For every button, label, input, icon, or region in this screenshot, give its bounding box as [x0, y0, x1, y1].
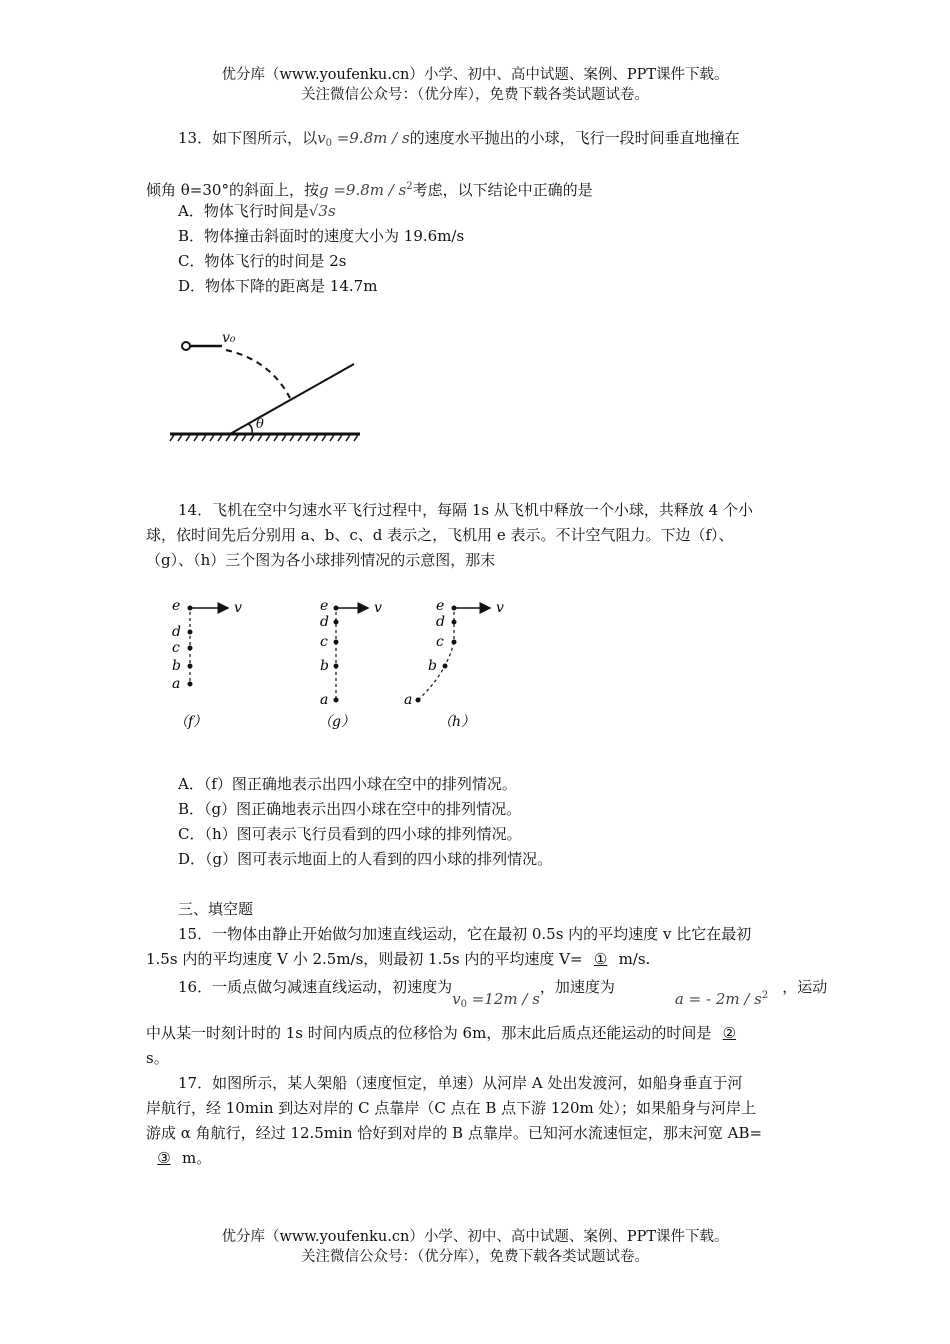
fig13-ball: [182, 342, 190, 350]
header-line-1: 优分库（www.youfenku.cn）小学、初中、高中试题、案例、PPT课件下载。: [221, 67, 729, 83]
fig14-f-e-label: e: [172, 598, 181, 614]
fig14-h-ball-a: [416, 698, 421, 703]
q14-option-d: D．（g）图可表示地面上的人看到的四小球的排列情况。: [178, 850, 553, 868]
fig14-h-d-label: d: [436, 614, 445, 630]
fig14-g-b-label: b: [320, 658, 329, 674]
q13-option-a-math: √3s: [308, 202, 336, 220]
fig14-h-ball-d: [452, 620, 457, 625]
q14-stem-line-1: 14．飞机在空中匀速水平飞行过程中，每隔 1s 从飞机中释放一个小球，共释放 4 个小: [178, 501, 753, 519]
q16-line-1: 16．一质点做匀减速直线运动，初速度为$v_0 =12m / s$，加速度为a = - $2m / s^2$ ，运动: [178, 972, 842, 1005]
fig14-f-ball-c: [188, 646, 193, 651]
q15-blank: ①: [593, 950, 608, 968]
fig13-ground-hatch: [170, 435, 358, 441]
q16-line-2: 中从某一时刻计时的 1s 时间内质点的位移恰为 6m，那末此后质点还能运动的时间是 ②: [146, 1021, 810, 1045]
fig14-f-plane: [188, 606, 193, 611]
fig14-g-plane: [334, 606, 339, 611]
q13-figure: [160, 320, 370, 450]
header-line-2: 关注微信公众号：（优分库），免费下载各类试题试卷。: [301, 87, 649, 103]
fig14-f-c-label: c: [172, 640, 180, 656]
q16-line-3: s。: [146, 1049, 169, 1067]
fig14-f-b-label: b: [172, 658, 181, 674]
fig14-g-caption: （g）: [318, 714, 355, 730]
q13-stem-line-2: 倾角 θ=30°的斜面上，按$g =9.8m / s^2$考虑，以下结论中正确的是: [146, 181, 593, 199]
fig14-f-a-label: a: [172, 676, 181, 692]
fig14-h-b-label: b: [428, 658, 437, 674]
fig14-panel-h: [404, 598, 504, 730]
fig14-panel-g: [318, 598, 382, 730]
fig14-panel-f: [172, 598, 242, 730]
fig14-f-ball-d: [188, 630, 193, 635]
fig14-h-ball-c: [452, 640, 457, 645]
q13-option-a: A．物体飞行时间是√3s: [178, 202, 336, 220]
footer-line-1: 优分库（www.youfenku.cn）小学、初中、高中试题、案例、PPT课件下载。: [221, 1229, 729, 1245]
q15-line-2: 1.5s 内的平均速度 V 小 2.5m/s，则最初 1.5s 内的平均速度 V= ① m/s.: [146, 947, 810, 971]
q16-a: a = - $2m / s^2$: [674, 990, 769, 1008]
fig13-trajectory: [226, 350, 290, 398]
q13-option-b: B．物体撞击斜面时的速度大小为 19.6m/s: [178, 227, 465, 245]
fig14-h-plane: [452, 606, 457, 611]
fig14-h-e-label: e: [436, 598, 445, 614]
fig14-h-v-label: v: [496, 600, 504, 616]
q16-blank: ②: [722, 1024, 737, 1042]
fig14-h-ball-b: [443, 664, 448, 669]
q13-option-d: D．物体下降的距离是 14.7m: [178, 277, 378, 295]
fig14-g-c-label: c: [320, 634, 328, 650]
q16-v0: $v_0 =12m / s$: [452, 990, 540, 1010]
fig14-f-d-label: d: [172, 624, 181, 640]
q17-line-2: 岸航行，经 10min 到达对岸的 C 点靠岸（C 点在 B 点下游 120m 处）；如果船身与河岸上: [146, 1099, 757, 1117]
fig14-h-c-label: c: [436, 634, 444, 650]
q14-figure: [160, 590, 520, 740]
q14-option-b: B．（g）图正确地表示出四小球在空中的排列情况。: [178, 800, 522, 818]
q14-stem-line-2: 球，依时间先后分别用 a、b、c、d 表示之，飞机用 e 表示。不计空气阻力。下边（f）、: [146, 526, 734, 544]
fig14-f-ball-a: [188, 682, 193, 687]
fig14-g-e-label: e: [320, 598, 329, 614]
fig13-v0-label: v₀: [222, 330, 236, 346]
fig14-g-ball-a: [334, 698, 339, 703]
fig14-f-caption: （f）: [174, 714, 208, 730]
fig14-g-ball-b: [334, 664, 339, 669]
q17-line-3: 游成 α 角航行，经过 12.5min 恰好到对岸的 B 点靠岸。已知河水流速恒定，那末河宽 AB=: [146, 1124, 763, 1142]
q15-line-1: 15．一物体由静止开始做匀加速直线运动，它在最初 0.5s 内的平均速度 v 比它在最初: [178, 925, 752, 943]
q14-stem-line-3: （g）、（h）三个图为各小球排列情况的示意图，那末: [146, 551, 496, 569]
q13-stem-line-1: 13．如下图所示，以$v_0 =9.8m / s$的速度水平抛出的小球，飞行一段时间垂直地撞在: [178, 129, 740, 149]
q17-line-1: 17．如图所示，某人架船（速度恒定，单速）从河岸 A 处出发渡河，如船身垂直于河: [178, 1074, 743, 1092]
q14-option-a: A．（f）图正确地表示出四小球在空中的排列情况。: [178, 775, 517, 793]
q17-blank: ③: [157, 1149, 171, 1167]
q14-option-c: C．（h）图可表示飞行员看到的四小球的排列情况。: [178, 825, 522, 843]
fig14-g-ball-d: [334, 620, 339, 625]
fig13-theta-label: θ: [256, 417, 264, 432]
fig14-f-v-label: v: [234, 600, 242, 616]
fig14-f-ball-b: [188, 664, 193, 669]
q13-option-c: C．物体飞行的时间是 2s: [178, 252, 347, 270]
q13-g: $g =9.8m / s^2$: [318, 181, 413, 199]
fig14-h-a-label: a: [404, 692, 413, 708]
footer-line-2: 关注微信公众号：（优分库），免费下载各类试题试卷。: [301, 1249, 649, 1265]
fig14-g-v-label: v: [374, 600, 382, 616]
fig14-h-caption: （h）: [438, 714, 476, 730]
section-3-title: 三、填空题: [178, 900, 254, 918]
fig14-g-d-label: d: [320, 614, 329, 630]
fig14-g-ball-c: [334, 640, 339, 645]
q17-line-4: ③ m。: [146, 1146, 810, 1170]
fig14-g-a-label: a: [320, 692, 329, 708]
q13-v0: $v_0 =9.8m / s$: [317, 129, 410, 149]
